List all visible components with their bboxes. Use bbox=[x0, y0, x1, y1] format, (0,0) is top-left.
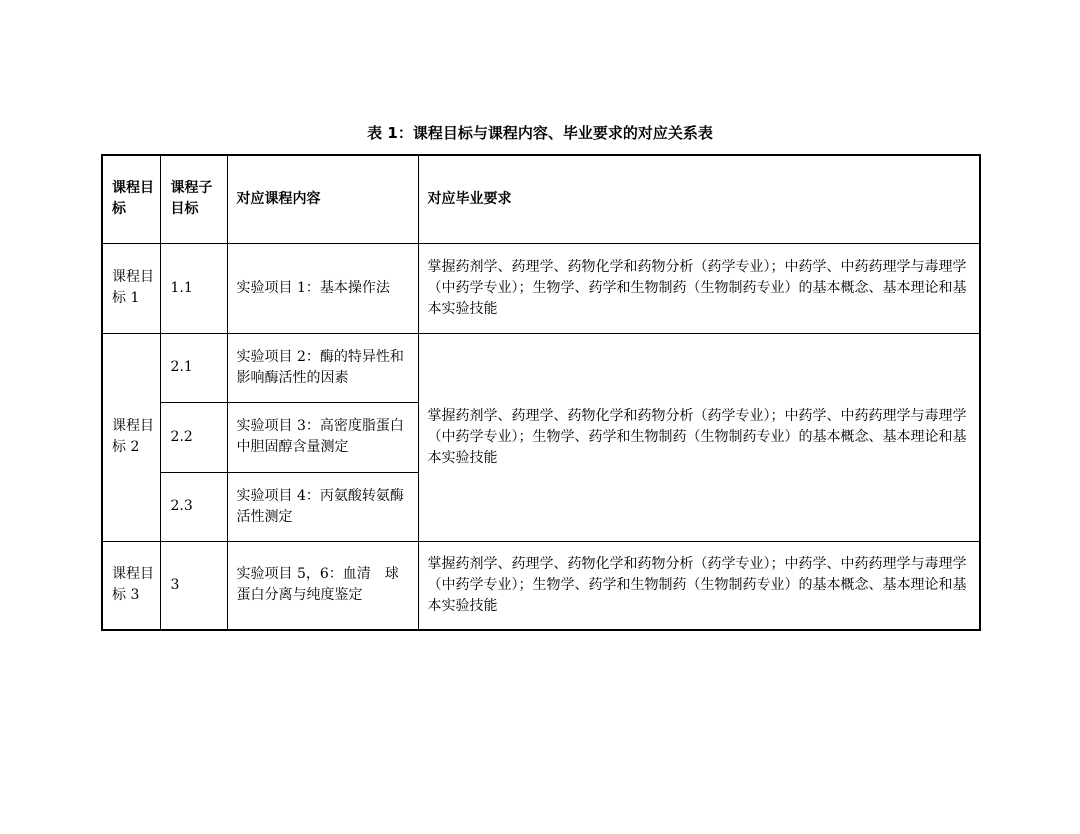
table-header-row bbox=[102, 155, 980, 243]
table-row bbox=[102, 541, 980, 630]
header-content: 对应课程内容 bbox=[227, 155, 418, 243]
content-cell: 实验项目 2：酶的特异性和影响酶活性的因素 bbox=[227, 333, 418, 402]
header-sub-goal: 课程子目标 bbox=[160, 155, 227, 243]
requirement-cell: 掌握药剂学、药理学、药物化学和药物分析（药学专业）；中药学、中药药理学与毒理学（中药学专业）；生物学、药学和生物制药（生物制药专业）的基本概念、基本理论和基本实验技能 bbox=[418, 333, 980, 541]
sub-goal-cell: 3 bbox=[160, 541, 227, 630]
header-requirement: 对应毕业要求 bbox=[418, 155, 980, 243]
header-goal: 课程目标 bbox=[102, 155, 160, 243]
table-row bbox=[102, 333, 980, 402]
sub-goal-cell: 1.1 bbox=[160, 243, 227, 333]
content-cell: 实验项目 1：基本操作法 bbox=[227, 243, 418, 333]
content-cell: 实验项目 3：高密度脂蛋白中胆固醇含量测定 bbox=[227, 402, 418, 472]
content-cell: 实验项目 4：丙氨酸转氨酶活性测定 bbox=[227, 472, 418, 541]
goal-cell: 课程目标 1 bbox=[102, 243, 160, 333]
goal-cell: 课程目标 2 bbox=[102, 333, 160, 541]
sub-goal-cell: 2.3 bbox=[160, 472, 227, 541]
course-goal-table bbox=[101, 154, 981, 631]
table-caption: 表 1：课程目标与课程内容、毕业要求的对应关系表 bbox=[367, 124, 713, 142]
goal-cell: 课程目标 3 bbox=[102, 541, 160, 630]
content-cell: 实验项目 5，6：血清 球蛋白分离与纯度鉴定 bbox=[227, 541, 418, 630]
sub-goal-cell: 2.2 bbox=[160, 402, 227, 472]
table-row bbox=[102, 243, 980, 333]
sub-goal-cell: 2.1 bbox=[160, 333, 227, 402]
requirement-cell: 掌握药剂学、药理学、药物化学和药物分析（药学专业）；中药学、中药药理学与毒理学（中药学专业）；生物学、药学和生物制药（生物制药专业）的基本概念、基本理论和基本实验技能 bbox=[418, 243, 980, 333]
requirement-cell: 掌握药剂学、药理学、药物化学和药物分析（药学专业）；中药学、中药药理学与毒理学（中药学专业）；生物学、药学和生物制药（生物制药专业）的基本概念、基本理论和基本实验技能 bbox=[418, 541, 980, 630]
